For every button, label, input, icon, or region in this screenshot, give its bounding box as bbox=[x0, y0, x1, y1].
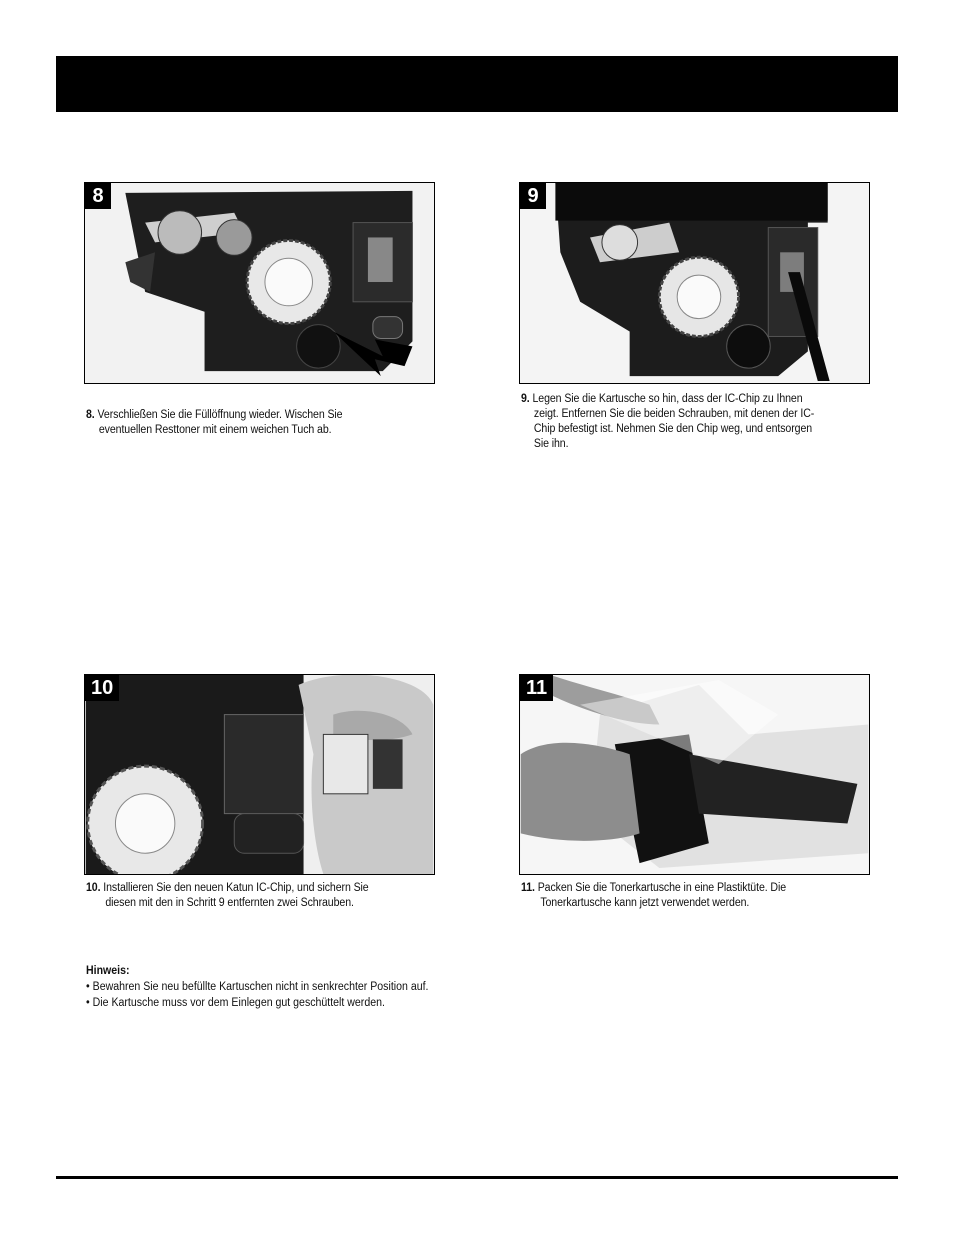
step-9-badge: 9 bbox=[520, 183, 546, 209]
step-8-photo bbox=[84, 182, 435, 384]
header-bar bbox=[56, 56, 898, 112]
note-item: • Die Kartusche muss vor dem Einlegen gut geschüttelt werden. bbox=[86, 997, 385, 1009]
footer-rule bbox=[56, 1176, 898, 1179]
step-11-caption: 11. Packen Sie die Tonerkartusche in eine Plastiktüte. Die Tonerkartusche kann jetzt verwendet werden. bbox=[521, 882, 787, 909]
note-block bbox=[86, 963, 428, 1011]
new-ic-chip-install-image bbox=[85, 675, 434, 874]
step-10-photo bbox=[84, 674, 435, 875]
cartridge-ic-chip-image bbox=[520, 183, 869, 383]
step-10-badge: 10 bbox=[85, 675, 119, 701]
step-9-photo bbox=[519, 182, 870, 384]
step-10-caption: 10. Installieren Sie den neuen Katun IC-Chip, und sichern Sie diesen mit den in Schritt 9 entfernten zwei Schrauben. bbox=[86, 882, 369, 909]
step-8-badge: 8 bbox=[85, 183, 111, 209]
step-8-caption: 8. Verschließen Sie die Füllöffnung wieder. Wischen Sie eventuellen Resttoner mit einem weichen Tuch ab. bbox=[86, 409, 343, 436]
cartridge-filler-cap-image bbox=[85, 183, 434, 383]
step-9-caption: 9. Legen Sie die Kartusche so hin, dass der IC-Chip zu Ihnen zeigt. Entfernen Sie die beiden Schrauben, mit denen der IC- Chip befestigt ist. Nehmen Sie den Chip weg, und entsorgen Sie ihn. bbox=[521, 393, 815, 450]
note-item: • Bewahren Sie neu befüllte Kartuschen nicht in senkrechter Position auf. bbox=[86, 981, 429, 993]
step-11-badge: 11 bbox=[520, 675, 553, 701]
step-11-photo bbox=[519, 674, 870, 875]
note-title: Hinweis: bbox=[86, 965, 130, 977]
cartridge-in-bag-image bbox=[520, 675, 869, 874]
